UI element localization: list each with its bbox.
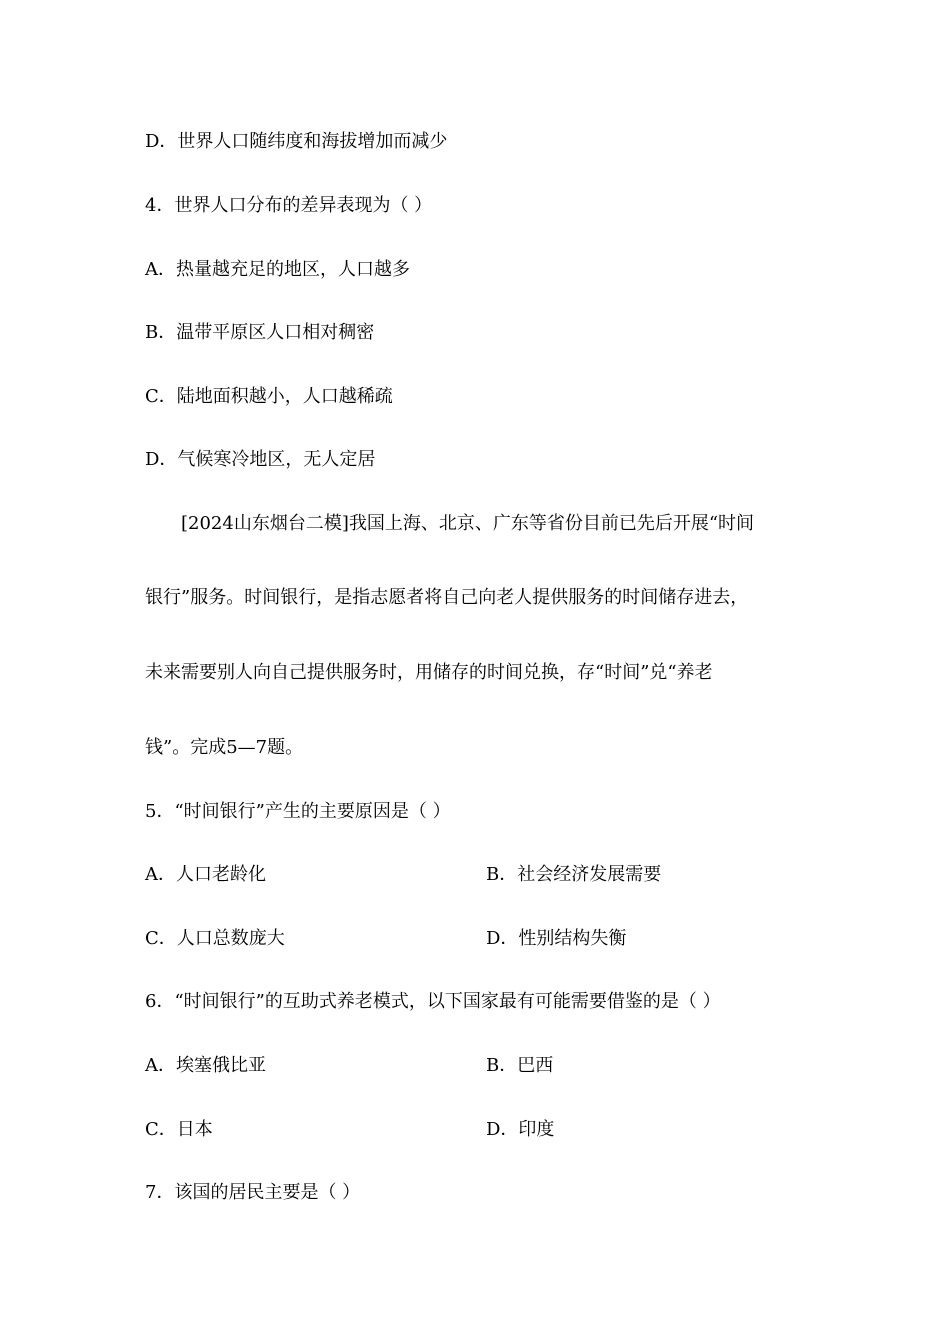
q5-option-a: A．人口老龄化	[145, 864, 266, 885]
question-4: 4．世界人口分布的差异表现为（ ）	[145, 195, 433, 216]
passage-line-2: 银行”服务。时间银行，是指志愿者将自己向老人提供服务的时间储存进去，	[145, 587, 749, 608]
passage-line-4: 钱”。完成5—7题。	[145, 737, 304, 758]
question-7: 7．该国的居民主要是（ ）	[145, 1182, 361, 1203]
q6-option-b: B．巴西	[486, 1055, 554, 1076]
q3-option-d: D．世界人口随纬度和海拔增加而减少	[145, 131, 448, 152]
q4-option-a: A．热量越充足的地区，人口越多	[145, 259, 410, 280]
question-6: 6．“时间银行”的互助式养老模式，以下国家最有可能需要借鉴的是（ ）	[145, 991, 721, 1012]
q6-option-d: D．印度	[486, 1119, 555, 1140]
passage-line-1: [2024山东烟台二模]我国上海、北京、广东等省份目前已先后开展“时间	[181, 513, 755, 534]
q4-option-d: D．气候寒冷地区，无人定居	[145, 449, 376, 470]
q4-option-b: B．温带平原区人口相对稠密	[145, 322, 375, 343]
q6-option-c: C．日本	[145, 1119, 213, 1140]
question-5: 5．“时间银行”产生的主要原因是（ ）	[145, 801, 451, 822]
q5-option-b: B．社会经济发展需要	[486, 864, 662, 885]
passage-line-3: 未来需要别人向自己提供服务时，用储存的时间兑换，存“时间”兑“养老	[145, 662, 713, 683]
q6-option-a: A．埃塞俄比亚	[145, 1055, 266, 1076]
q5-option-c: C．人口总数庞大	[145, 928, 285, 949]
q4-option-c: C．陆地面积越小，人口越稀疏	[145, 386, 393, 407]
q5-option-d: D．性别结构失衡	[486, 928, 627, 949]
